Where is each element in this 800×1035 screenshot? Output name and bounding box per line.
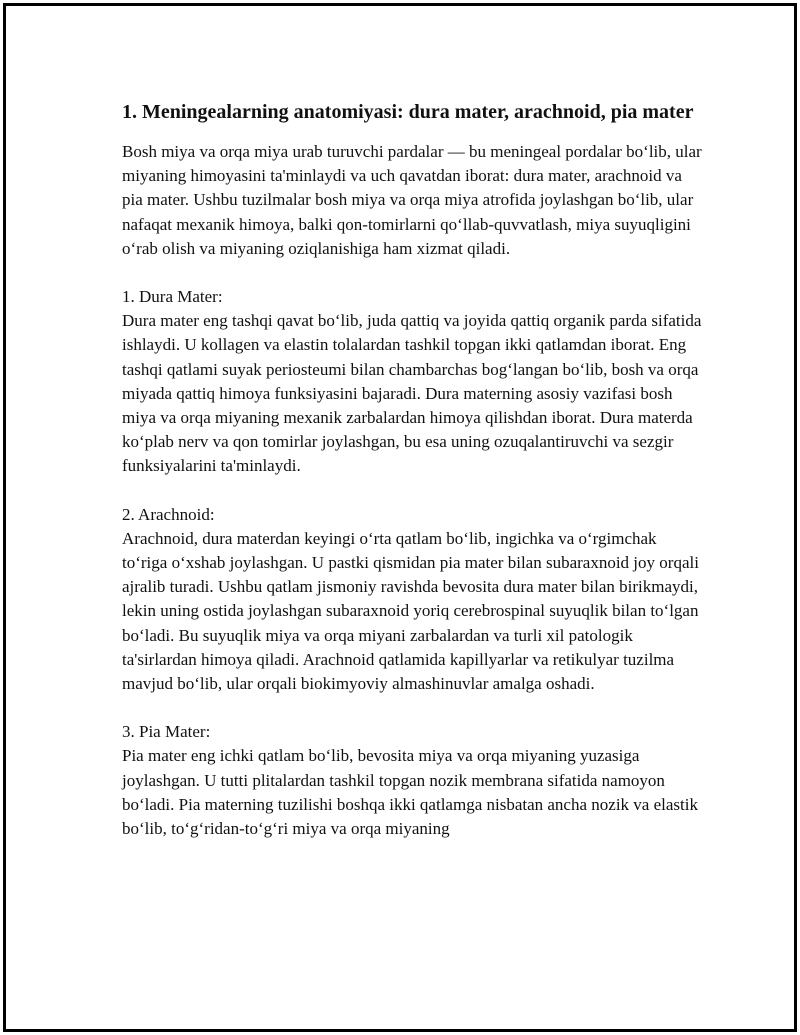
section-heading: 1. Dura Mater: bbox=[122, 287, 223, 307]
section-heading: 3. Pia Mater: bbox=[122, 722, 211, 742]
section-pia-mater bbox=[122, 720, 702, 841]
document-content bbox=[122, 98, 702, 865]
section-arachnoid bbox=[122, 503, 702, 697]
section-heading: 2. Arachnoid: bbox=[122, 504, 215, 524]
document-title: 1. Meningealarning anatomiyasi: dura mater, arachnoid, pia mater bbox=[122, 101, 694, 123]
intro-paragraph: Bosh miya va orqa miya urab turuvchi pardalar — bu meningeal pordalar boʻlib, ular miyaning himoyasini ta'minlaydi va uch qavatdan iborat: dura mater, arachnoid va pia mater. Ushbu tuzilmalar bosh miya va orqa miya atrofida joylashgan boʻlib, ular nafaqat mexanik himoya, balki qon-tomirlarni qoʻllab-quvvatlash, miya suyuqligini oʻrab olish va miyaning oziqlanishiga ham xizmat qiladi. bbox=[122, 142, 702, 258]
section-body: Pia mater eng ichki qatlam boʻlib, bevosita miya va orqa miyaning yuzasiga joylashgan. U tutti plitalardan tashkil topgan nozik membrana sifatida namoyon boʻladi. Pia materning tuzilishi boshqa ikki qatlamga nisbatan ancha nozik va elastik boʻlib, toʻgʻridan-toʻgʻri miya va orqa miyaning bbox=[122, 746, 698, 839]
section-body: Dura mater eng tashqi qavat boʻlib, juda qattiq va joyida qattiq organik parda sifatida ishlaydi. U kollagen va elastin tolalardan tashkil topgan ikki qatlamdan iborat. Eng tashqi qatlami suyak periosteumi bilan chambarchas bogʻlangan boʻlib, bosh va orqa miyada qattiq himoya funksiyasini bajaradi. Dura materning asosiy vazifasi bosh miya va orqa miyaning mexanik zarbalardan himoya qilishdan iborat. Dura materda koʻplab nerv va qon tomirlar joylashgan, bu esa uning ozuqalantiruvchi va sezgir funksiyalarini ta'minlaydi. bbox=[122, 311, 702, 476]
section-dura-mater bbox=[122, 285, 702, 479]
page-frame bbox=[3, 3, 797, 1032]
section-body: Arachnoid, dura materdan keyingi oʻrta qatlam boʻlib, ingichka va oʻrgimchak toʻriga oʻxshab joylashgan. U pastki qismidan pia mater bilan subaraxnoid joy orqali ajralib turadi. Ushbu qatlam jismoniy ravishda bevosita dura mater bilan birikmaydi, lekin uning ostida joylashgan subaraxnoid yoriq cerebrospinal suyuqlik bilan toʻlgan boʻladi. Bu suyuqlik miya va orqa miyani zarbalardan va turli xil patologik ta'sirlardan himoya qiladi. Arachnoid qatlamida kapillyarlar va retikulyar tuzilma mavjud boʻlib, ular orqali biokimyoviy almashinuvlar amalga oshadi. bbox=[122, 528, 699, 694]
